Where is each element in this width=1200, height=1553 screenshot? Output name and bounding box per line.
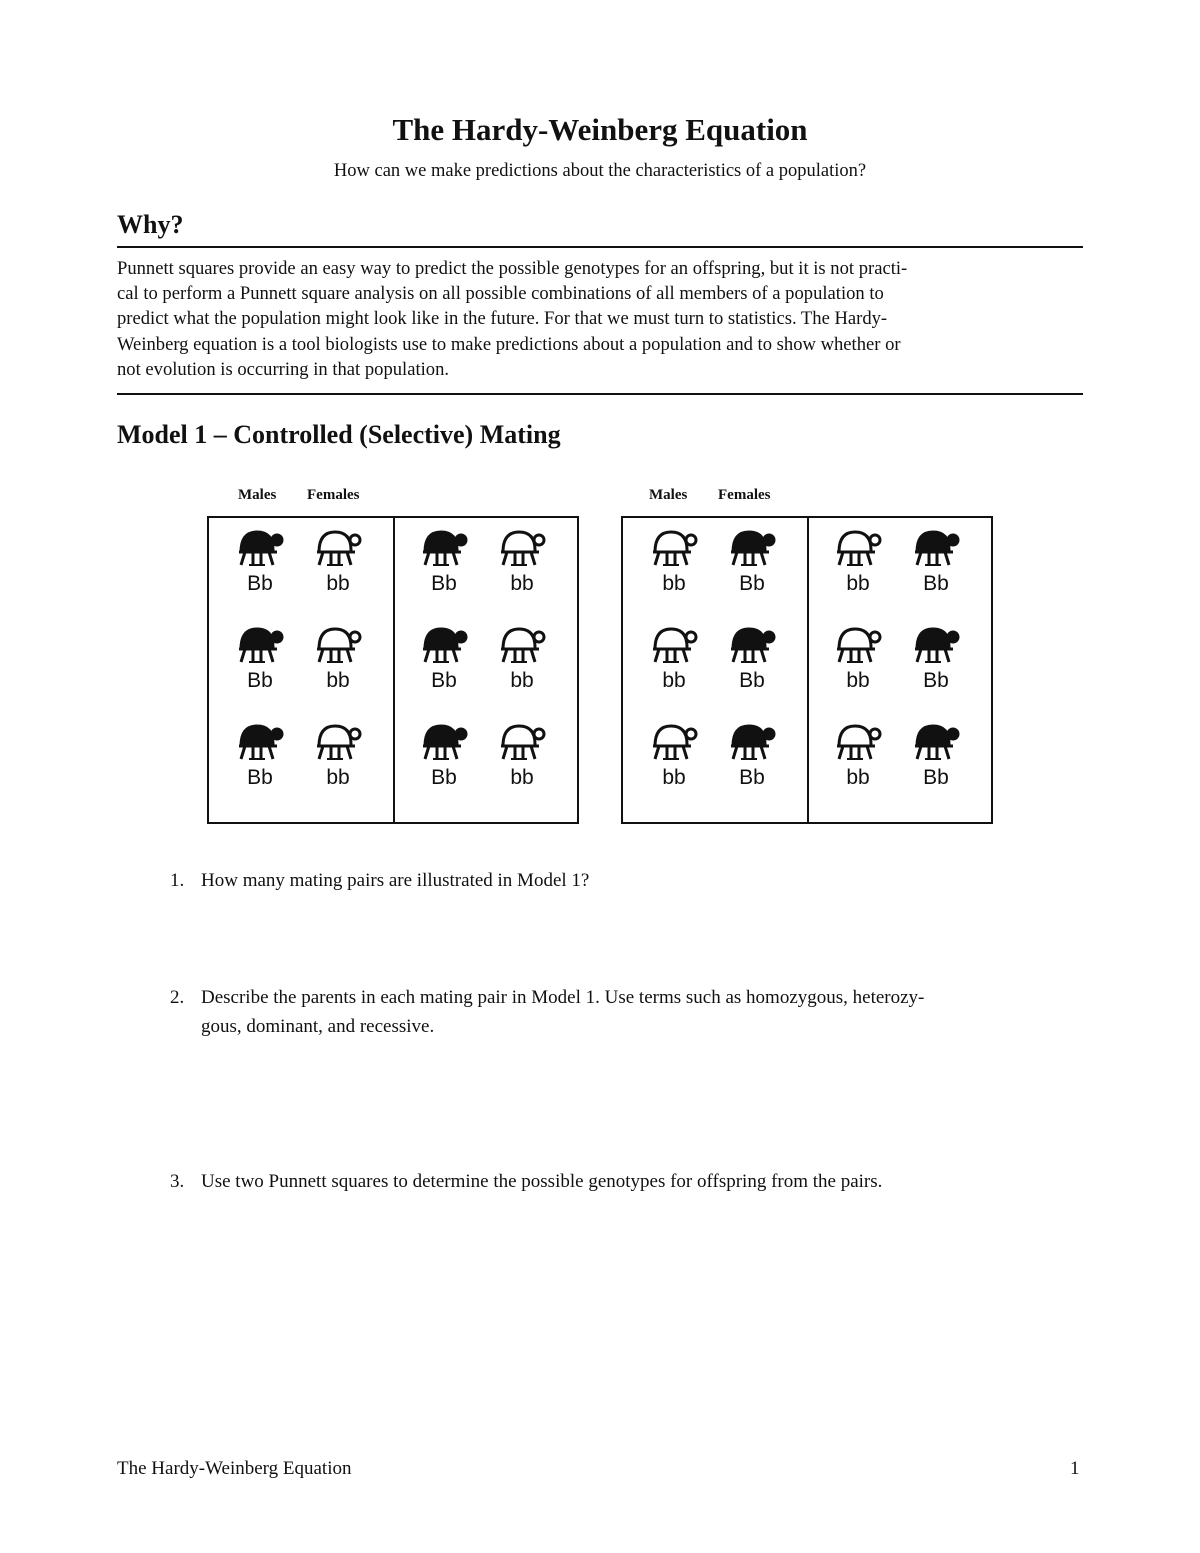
genotype-label: Bb	[739, 766, 765, 789]
genotype-label: bb	[846, 669, 870, 692]
page-subtitle: How can we make predictions about the characteristics of a population?	[333, 161, 867, 181]
genotype-label: Bb	[431, 766, 457, 789]
genotype-label: Bb	[739, 669, 765, 692]
why-bottom-rule	[117, 393, 1083, 395]
why-line: Punnett squares provide an easy way to predict the possible genotypes for an offspring, but it is not practi-	[117, 258, 908, 279]
male-organism	[823, 722, 893, 790]
creature-icon	[823, 625, 893, 665]
why-line: Weinberg equation is a tool biologists use to make predictions about a population and to show whether or	[117, 333, 901, 355]
male-organism	[409, 722, 479, 790]
genotype-label: Bb	[247, 766, 273, 789]
genotype-label: bb	[326, 572, 350, 595]
female-organism	[901, 625, 971, 693]
female-organism	[487, 722, 557, 790]
male-organism	[409, 625, 479, 693]
genotype-label: Bb	[739, 572, 765, 595]
creature-icon	[823, 722, 893, 762]
female-organism	[487, 528, 557, 596]
genotype-label: bb	[846, 572, 870, 595]
genotype-label: bb	[846, 766, 870, 789]
female-organism	[717, 528, 787, 596]
why-top-rule	[117, 246, 1083, 248]
creature-icon	[639, 528, 709, 568]
creature-icon	[225, 625, 295, 665]
genotype-label: Bb	[247, 669, 273, 692]
creature-icon	[409, 528, 479, 568]
creature-icon	[409, 722, 479, 762]
male-organism	[639, 625, 709, 693]
creature-icon	[901, 722, 971, 762]
model-heading: Model 1 – Controlled (Selective) Mating	[117, 420, 561, 449]
footer-title: The Hardy-Weinberg Equation	[117, 1458, 352, 1479]
male-organism	[823, 528, 893, 596]
question-text: Describe the parents in each mating pair in Model 1. Use terms such as homozygous, heterozy-	[201, 987, 925, 1008]
creature-icon	[225, 528, 295, 568]
female-organism	[717, 722, 787, 790]
question-text: gous, dominant, and recessive.	[201, 1016, 435, 1037]
male-organism	[225, 722, 295, 790]
female-organism	[487, 625, 557, 693]
left-females-label: Females	[307, 487, 360, 503]
genotype-label: Bb	[431, 669, 457, 692]
question-text: Use two Punnett squares to determine the possible genotypes for offspring from the pairs.	[201, 1171, 883, 1192]
genotype-label: Bb	[431, 572, 457, 595]
question-number: 1.	[170, 870, 185, 891]
creature-icon	[639, 722, 709, 762]
genotype-label: Bb	[923, 669, 949, 692]
male-organism	[409, 528, 479, 596]
female-organism	[717, 625, 787, 693]
question-number: 3.	[170, 1171, 185, 1192]
genotype-label: bb	[510, 572, 534, 595]
female-organism	[303, 625, 373, 693]
right-box-divider	[807, 518, 809, 822]
right-females-label: Females	[718, 487, 771, 503]
left-box-divider	[393, 518, 395, 822]
female-organism	[901, 722, 971, 790]
creature-icon	[639, 625, 709, 665]
question-number: 2.	[170, 987, 185, 1008]
genotype-label: Bb	[247, 572, 273, 595]
left-males-label: Males	[238, 487, 277, 503]
why-line: cal to perform a Punnett square analysis on all possible combinations of all members of a population to	[117, 283, 884, 305]
female-organism	[303, 722, 373, 790]
why-heading: Why?	[117, 210, 184, 239]
genotype-label: bb	[510, 669, 534, 692]
creature-icon	[823, 528, 893, 568]
why-paragraph	[117, 256, 1083, 382]
creature-icon	[901, 625, 971, 665]
genotype-label: Bb	[923, 572, 949, 595]
creature-icon	[409, 625, 479, 665]
creature-icon	[487, 625, 557, 665]
male-organism	[823, 625, 893, 693]
creature-icon	[225, 722, 295, 762]
page-number: 1	[1070, 1458, 1080, 1479]
female-organism	[901, 528, 971, 596]
genotype-label: bb	[510, 766, 534, 789]
creature-icon	[487, 528, 557, 568]
genotype-label: bb	[662, 766, 686, 789]
creature-icon	[901, 528, 971, 568]
why-line: not evolution is occurring in that population.	[117, 358, 450, 380]
creature-icon	[303, 528, 373, 568]
male-organism	[639, 528, 709, 596]
creature-icon	[303, 625, 373, 665]
question-text: How many mating pairs are illustrated in Model 1?	[201, 870, 590, 891]
male-organism	[225, 528, 295, 596]
page-title: The Hardy-Weinberg Equation	[392, 112, 808, 147]
creature-icon	[717, 625, 787, 665]
right-males-label: Males	[649, 487, 688, 503]
creature-icon	[487, 722, 557, 762]
creature-icon	[717, 722, 787, 762]
male-organism	[225, 625, 295, 693]
creature-icon	[717, 528, 787, 568]
why-line: predict what the population might look like in the future. For that we must turn to statistics. The Hardy-	[117, 308, 888, 330]
creature-icon	[303, 722, 373, 762]
genotype-label: bb	[662, 572, 686, 595]
genotype-label: bb	[326, 669, 350, 692]
genotype-label: Bb	[923, 766, 949, 789]
genotype-label: bb	[662, 669, 686, 692]
female-organism	[303, 528, 373, 596]
genotype-label: bb	[326, 766, 350, 789]
male-organism	[639, 722, 709, 790]
